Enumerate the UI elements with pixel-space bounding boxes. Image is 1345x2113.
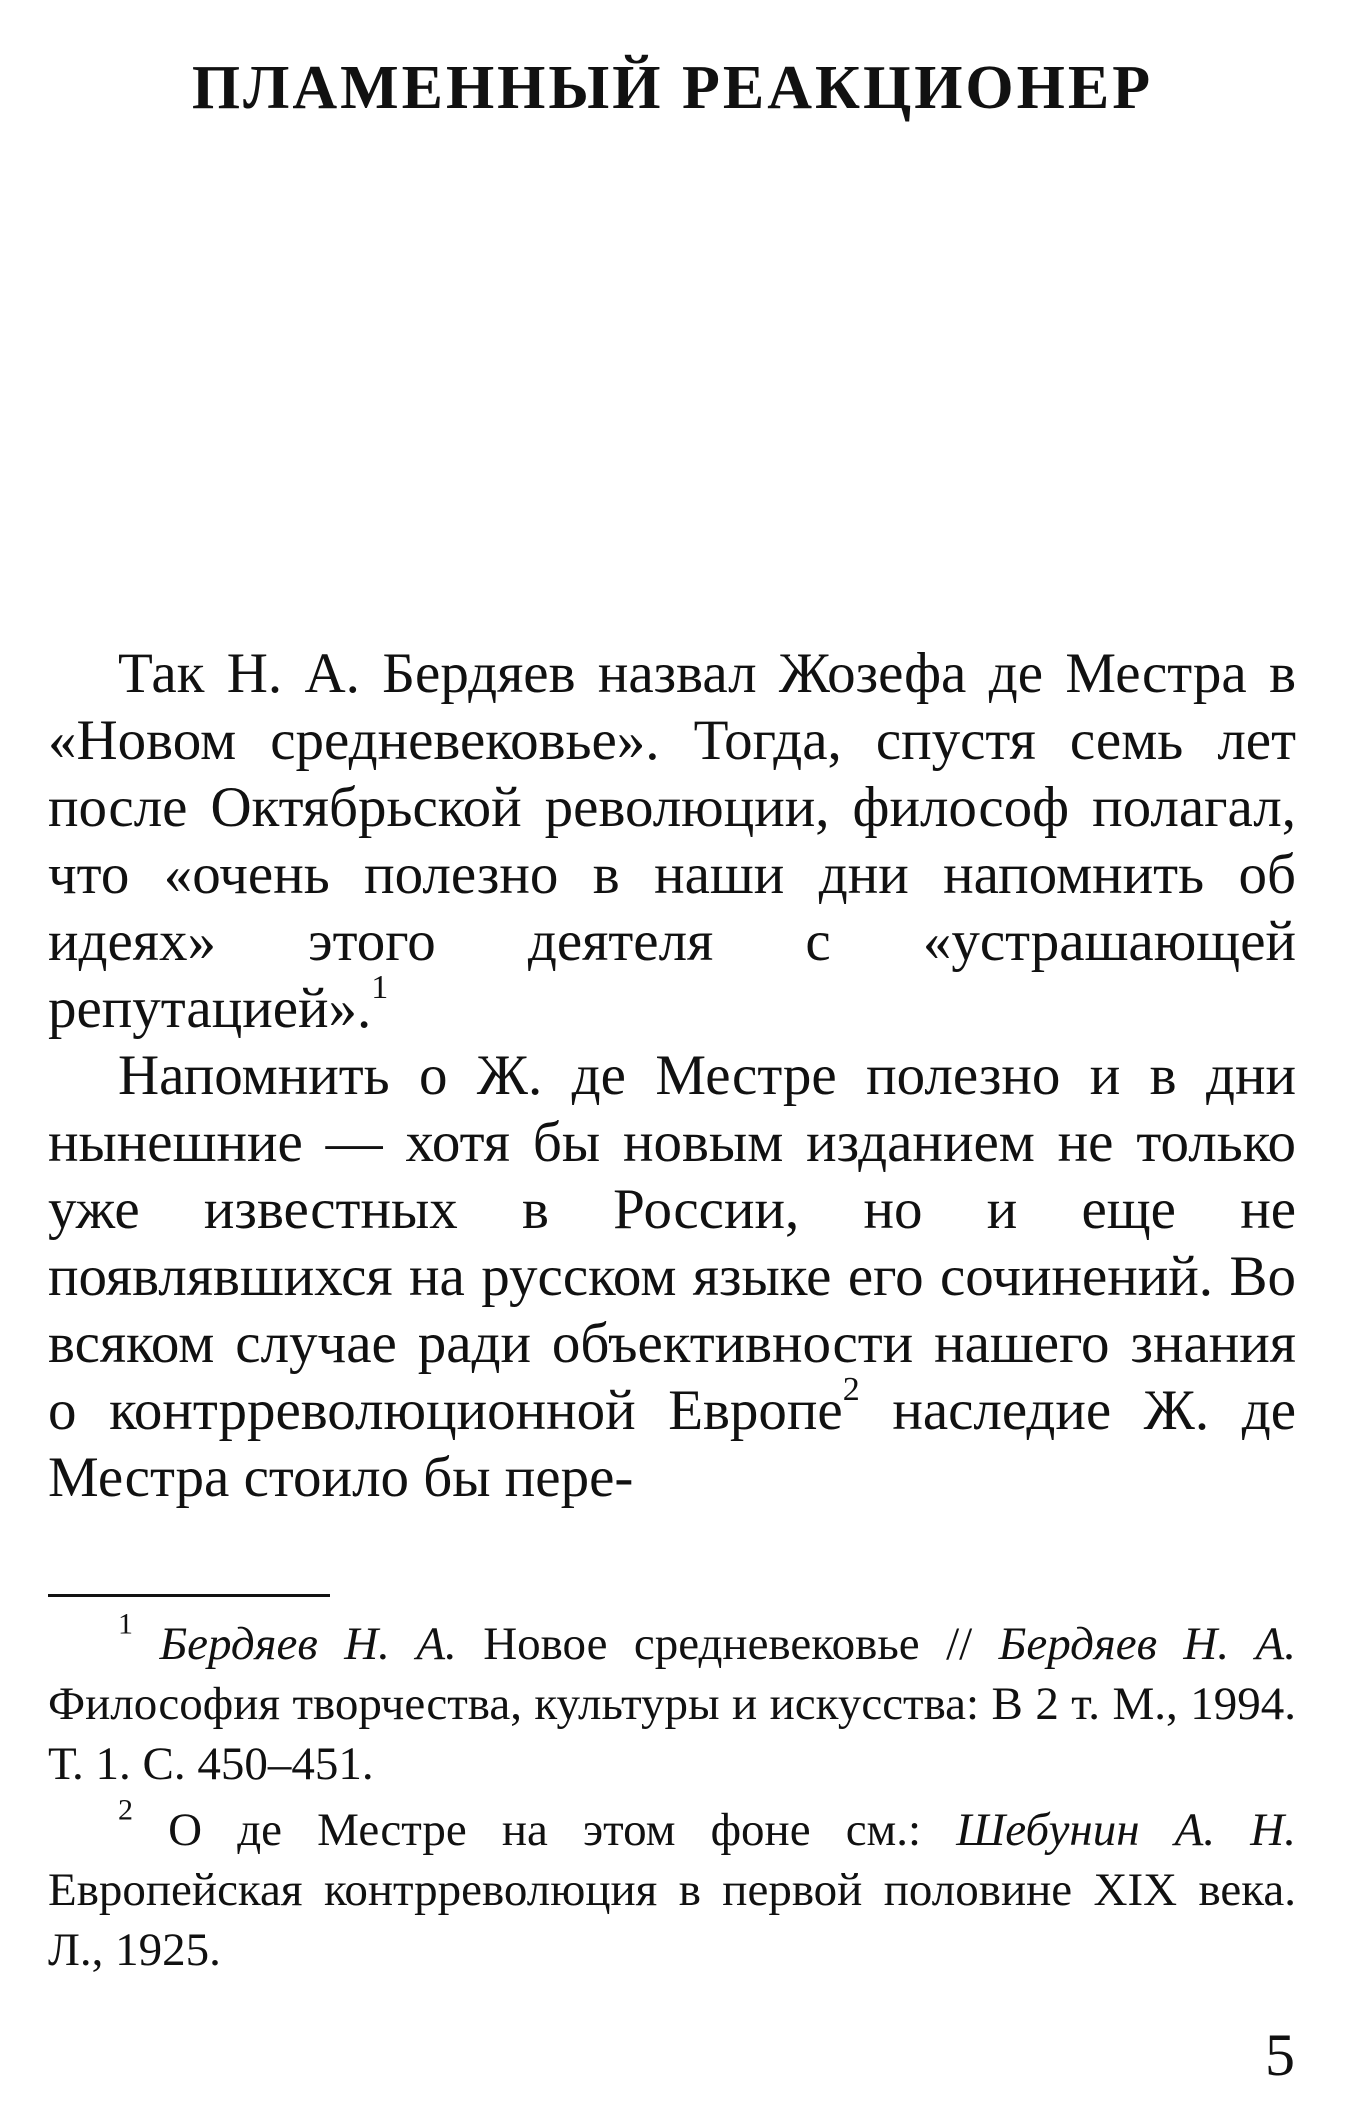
paragraph-2-text-a: Напомнить о Ж. де Местре полезно и в дни нынешние — хотя бы новым изданием не только уже известных в России, но и еще не появлявшихся на русском языке его сочинений. Во всяком случае ради объективности нашего знания о контрреволюционной Европе — [48, 1044, 1296, 1442]
paragraph-1-text: Так Н. А. Бердяев назвал Жозефа де Местра в «Новом средневековье». Тогда, спустя семь лет после Октябрьской революции, философ полагал, что «очень полезно в наши дни напомнить об идеях» этого деятеля с «устрашающей репутацией». — [48, 642, 1296, 1040]
footnote-2-author: Шебунин А. Н. — [956, 1804, 1296, 1856]
footnote-separator — [48, 1594, 330, 1597]
main-text — [48, 640, 1296, 1511]
footnote-1-author-b: Бердяев Н. А. — [998, 1618, 1296, 1670]
paragraph-2 — [48, 1042, 1296, 1511]
page-number: 5 — [1265, 2022, 1295, 2088]
footnote-1 — [48, 1607, 1296, 1794]
footnote-1-rest: Философия творчества, культуры и искусства: В 2 т. М., 1994. Т. 1. С. 450–451. — [48, 1678, 1296, 1790]
chapter-title: ПЛАМЕННЫЙ РЕАКЦИОНЕР — [191, 54, 1154, 122]
footnote-1-mark: 1 — [118, 1607, 133, 1641]
footnote-1-title: Новое средневековье // — [456, 1618, 999, 1670]
footnote-2-mark: 2 — [118, 1793, 133, 1827]
footnote-2-lead: О де Местре на этом фоне см.: — [133, 1804, 957, 1856]
paragraph-2-text-b: наследие Ж. де Местра стоило бы пере- — [48, 1379, 1296, 1509]
footnotes — [48, 1607, 1296, 1986]
footnote-ref-2[interactable]: 2 — [842, 1371, 860, 1409]
footnote-1-author-a: Бердяев Н. А. — [159, 1618, 457, 1670]
footnote-2 — [48, 1793, 1296, 1980]
footnote-ref-1[interactable]: 1 — [371, 969, 389, 1007]
footnote-2-rest: Европейская контрреволюция в первой половине XIX века. Л., 1925. — [48, 1864, 1296, 1976]
paragraph-1 — [48, 640, 1296, 1042]
